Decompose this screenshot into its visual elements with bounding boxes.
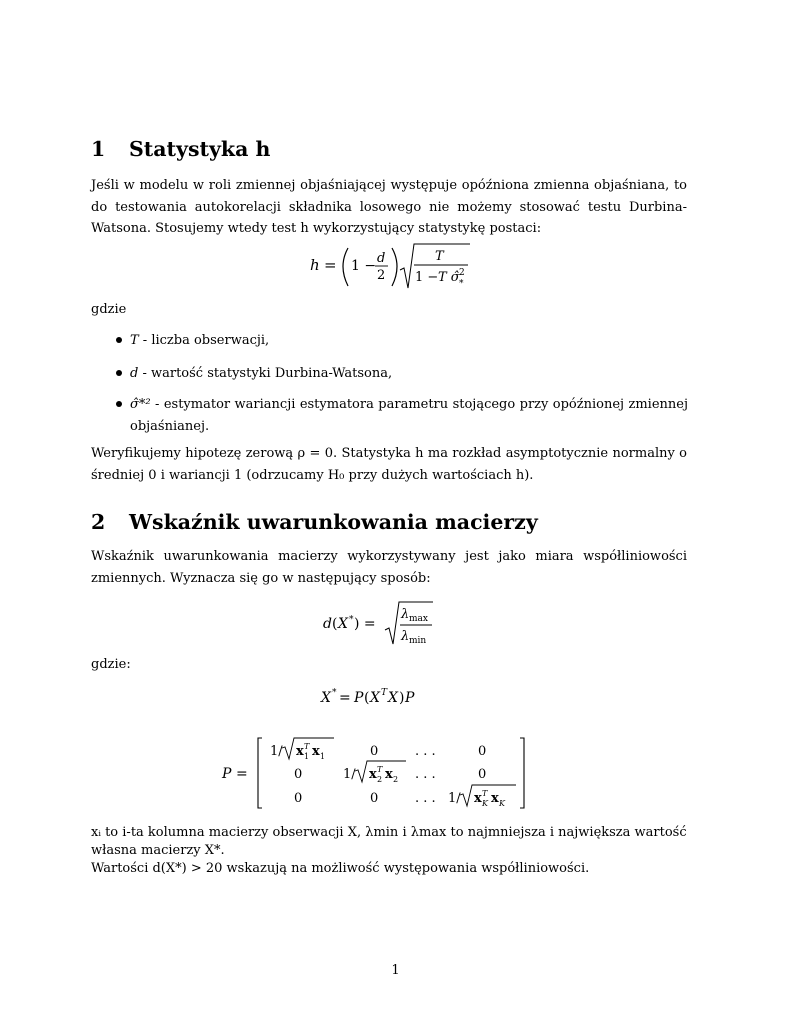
svg-text:2: 2 <box>393 775 399 784</box>
section-1-number: 1 <box>91 137 106 161</box>
svg-text:=: = <box>324 256 337 274</box>
svg-text:X: X <box>338 616 348 632</box>
svg-text:0: 0 <box>294 791 303 806</box>
svg-text:max: max <box>409 614 428 624</box>
svg-text:d: d <box>377 251 386 266</box>
page-number: 1 <box>391 963 400 978</box>
svg-text:=: = <box>236 766 248 782</box>
svg-text:T: T <box>482 789 488 798</box>
list-item-1-symbol: T <box>130 333 139 348</box>
svg-text:0: 0 <box>478 767 487 782</box>
svg-text:. . .: . . . <box>415 767 436 782</box>
svg-text:P: P <box>405 690 415 706</box>
svg-text:2: 2 <box>377 775 383 784</box>
section-1-intro: Jeśli w modelu w roli zmiennej objaśniającej występuje opóźniona zmienna objaśniana, to do testowania autokorelacji składnika losowego nie możemy stosować testu Durbina-Watsona. Stosujemy wtedy test h wykorzystujący statystykę postaci: <box>91 178 687 236</box>
list-item-2 <box>130 363 688 385</box>
section-1-title: Statystyka h <box>129 137 271 161</box>
svg-text:T: T <box>381 688 388 698</box>
list-item-2-text: - wartość statystyki Durbina-Watsona, <box>138 366 393 381</box>
svg-text:(: ( <box>364 690 370 706</box>
svg-text:x: x <box>369 767 377 782</box>
list-item-3 <box>130 394 688 437</box>
bullet-icon <box>116 337 122 343</box>
list-item-3-text: - estymator wariancji estymatora parametru stojącego przy opóźnionej zmiennej objaśnianej. <box>130 397 688 434</box>
svg-text:1/: 1/ <box>448 791 461 806</box>
section-1-heading <box>91 137 270 161</box>
svg-text:*: * <box>459 279 464 289</box>
svg-text:T σ̂: T σ̂ <box>438 270 460 285</box>
svg-text:0: 0 <box>370 791 379 806</box>
svg-text:*: * <box>332 688 337 698</box>
section-2-final: Wartości d(X*) > 20 wskazują na możliwość występowania współliniowości. <box>91 861 590 876</box>
list-item-3-symbol: σ̂*² <box>130 397 151 412</box>
svg-text:): ) <box>399 690 405 706</box>
svg-text:1/: 1/ <box>270 744 283 759</box>
section-2-intro: Wskaźnik uwarunkowania macierzy wykorzystywany jest jako miara współliniowości zmiennych. Wyznacza się go w następujący sposób: <box>91 549 687 586</box>
svg-text:1/: 1/ <box>343 767 356 782</box>
svg-text:X: X <box>321 690 331 706</box>
svg-text:P: P <box>354 690 364 706</box>
svg-text:T: T <box>304 742 310 751</box>
svg-text:2: 2 <box>377 268 386 283</box>
svg-text:1 −: 1 − <box>415 270 439 285</box>
svg-text:1: 1 <box>304 752 310 761</box>
svg-text:P: P <box>222 766 232 782</box>
bullet-icon <box>116 401 122 407</box>
svg-text:2: 2 <box>459 268 465 278</box>
svg-text:1 −: 1 − <box>351 258 377 274</box>
section-2-explanation-line-2: własna macierzy X*. <box>91 843 225 858</box>
svg-text:x: x <box>474 791 482 806</box>
p-matrix-formula <box>218 732 538 814</box>
x-star-formula <box>318 682 448 710</box>
svg-text:X: X <box>370 690 380 706</box>
svg-text:T: T <box>377 765 383 774</box>
svg-text:*: * <box>349 615 354 625</box>
svg-text:T: T <box>435 249 444 264</box>
condition-number-formula <box>315 598 475 648</box>
svg-text:0: 0 <box>294 767 303 782</box>
svg-text:) =: ) = <box>354 616 376 632</box>
section-2-where-label: gdzie: <box>91 657 131 672</box>
section-1-where-label: gdzie <box>91 302 127 317</box>
svg-text:1: 1 <box>320 752 326 761</box>
svg-text:x: x <box>312 744 320 759</box>
h-statistic-formula <box>300 240 500 294</box>
svg-text:(: ( <box>332 616 338 632</box>
svg-text:K: K <box>499 799 505 808</box>
svg-text:0: 0 <box>370 744 379 759</box>
section-2-title: Wskaźnik uwarunkowania macierzy <box>129 510 538 534</box>
svg-text:λ: λ <box>401 607 410 622</box>
svg-text:d: d <box>323 616 332 632</box>
section-2-explanation-line-1: xᵢ to i-ta kolumna macierzy obserwacji X, λmin i λmax to najmniejsza i największa wartość <box>91 825 687 840</box>
svg-text:0: 0 <box>478 744 487 759</box>
bullet-icon <box>116 370 122 376</box>
svg-text:K: K <box>482 799 488 808</box>
svg-text:x: x <box>491 791 499 806</box>
svg-text:λ: λ <box>401 629 410 644</box>
list-item-1-text: - liczba obserwacji, <box>138 333 270 348</box>
svg-text:=: = <box>339 690 351 706</box>
section-1-conclusion: Weryfikujemy hipotezę zerową ρ = 0. Statystyka h ma rozkład asymptotycznie normalny o średniej 0 i wariancji 1 (odrzucamy H₀ przy dużych wartościach h). <box>91 446 687 483</box>
svg-text:x: x <box>385 767 393 782</box>
section-2-heading <box>91 510 538 534</box>
svg-text:h: h <box>310 256 320 274</box>
list-item-2-symbol: d <box>130 366 139 381</box>
svg-text:. . .: . . . <box>415 791 436 806</box>
svg-text:X: X <box>388 690 398 706</box>
svg-text:x: x <box>296 744 304 759</box>
svg-text:min: min <box>409 636 427 646</box>
list-item-1 <box>130 330 688 352</box>
section-2-number: 2 <box>91 510 106 534</box>
svg-text:. . .: . . . <box>415 744 436 759</box>
